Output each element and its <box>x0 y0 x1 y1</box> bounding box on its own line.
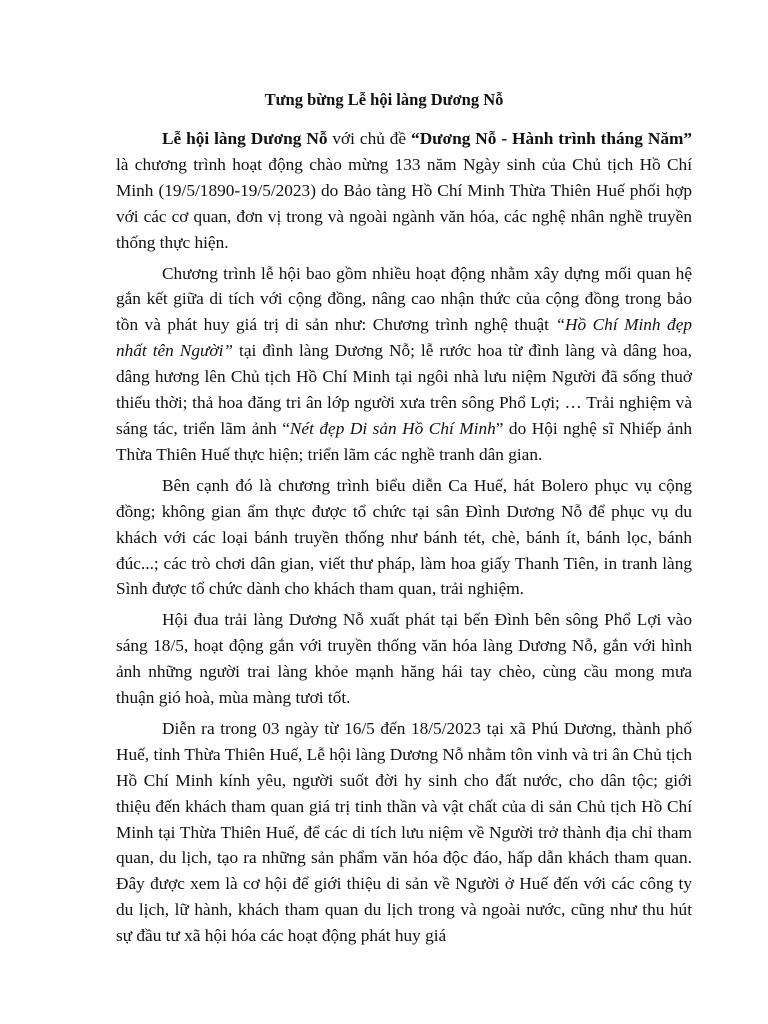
paragraph-1 <box>116 126 692 256</box>
photo-exhibition-title: Nét đẹp Di sản Hồ Chí Minh <box>289 418 496 438</box>
paragraph-4: Hội đua trải làng Dương Nỗ xuất phát tại bến Đình bên sông Phổ Lợi vào sáng 18/5, hoạt động gắn với truyền thống văn hóa làng Dương Nỗ, gắn với hình ảnh những người trai làng khỏe mạnh hăng hái tay chèo, cùng cầu mong mưa thuận gió hoà, mùa màng tươi tốt. <box>116 610 692 708</box>
festival-name: Lễ hội làng Dương Nỗ <box>162 129 328 148</box>
paragraph-5: Diễn ra trong 03 ngày từ 16/5 đến 18/5/2023 tại xã Phú Dương, thành phố Huế, tỉnh Thừa Thiên Huế, Lễ hội làng Dương Nỗ nhằm tôn vinh và tri ân Chủ tịch Hồ Chí Minh kính yêu, người suốt đời hy sinh cho đất nước, cho dân tộc; giới thiệu đến khách tham quan giá trị tinh thần và vật chất của di sản Chủ tịch Hồ Chí Minh tại Thừa Thiên Huế, để các di tích lưu niệm về Người trở thành địa chỉ tham quan, du lịch, tạo ra những sản phẩm văn hóa độc đáo, hấp dẫn khách tham quan. Đây được xem là cơ hội để giới thiệu di sản về Người ở Huế đến với các công ty du lịch, lữ hành, khách tham quan du lịch trong và ngoài nước, cũng như thu hút sự đầu tư xã hội hóa các hoạt động phát huy giá <box>116 718 692 946</box>
paragraph-3: Bên cạnh đó là chương trình biểu diễn Ca Huế, hát Bolero phục vụ cộng đồng; không gian ẩm thực được tổ chức tại sân Đình Dương Nỗ để phục vụ du khách với các loại bánh truyền thống như bánh tét, chè, bánh ít, bánh lọc, bánh đúc...; các trò chơi dân gian, viết thư pháp, làm hoa giấy Thanh Tiên, in tranh làng Sình được tổ chức dành cho khách tham quan, trải nghiệm. <box>116 475 692 599</box>
paragraph-1-text-a: với chủ đề <box>327 129 412 148</box>
art-program-title: “Hồ Chí Minh đẹp nhất tên Người” <box>116 315 693 361</box>
paragraph-2 <box>116 261 692 468</box>
paragraph-2-text-a: Chương trình lễ hội bao gồm nhiều hoạt động nhằm xây dựng mối quan hệ gắn kết giữa di tích với cộng đồng, nâng cao nhận thức của cộng đồng trong bảo tồn và phát huy giá trị di sản như: Chương trình nghệ thuật <box>116 263 692 335</box>
paragraph-2-text-b: tại đình làng Dương Nỗ; lễ rước hoa từ đình làng và dâng hoa, dâng hương lên Chủ tịch Hồ Chí Minh tại ngôi nhà lưu niệm Người đã sống thuở thiếu thời; thả hoa đăng tri ân lớp người xưa trên sông Phổ Lợi; … Trải nghiệm và sáng tác, triển lãm ảnh “ <box>116 341 692 438</box>
festival-theme: “Dương Nỗ - Hành trình tháng Năm” <box>411 129 692 148</box>
paragraph-1-text-b: là chương trình hoạt động chào mừng 133 năm Ngày sinh của Chủ tịch Hồ Chí Minh (19/5/1890-19/5/2023) do Bảo tàng Hồ Chí Minh Thừa Thiên Huế phối hợp với các cơ quan, đơn vị trong và ngoài ngành văn hóa, các nghệ nhân nghề truyền thống thực hiện. <box>116 154 692 252</box>
document-body <box>116 126 692 954</box>
paragraph-2-text-c: ” do Hội nghệ sĩ Nhiếp ảnh Thừa Thiên Huế thực hiện; triển lãm các nghề tranh dân gian. <box>116 418 692 464</box>
document-title: Tưng bừng Lễ hội làng Dương Nỗ <box>264 90 504 109</box>
